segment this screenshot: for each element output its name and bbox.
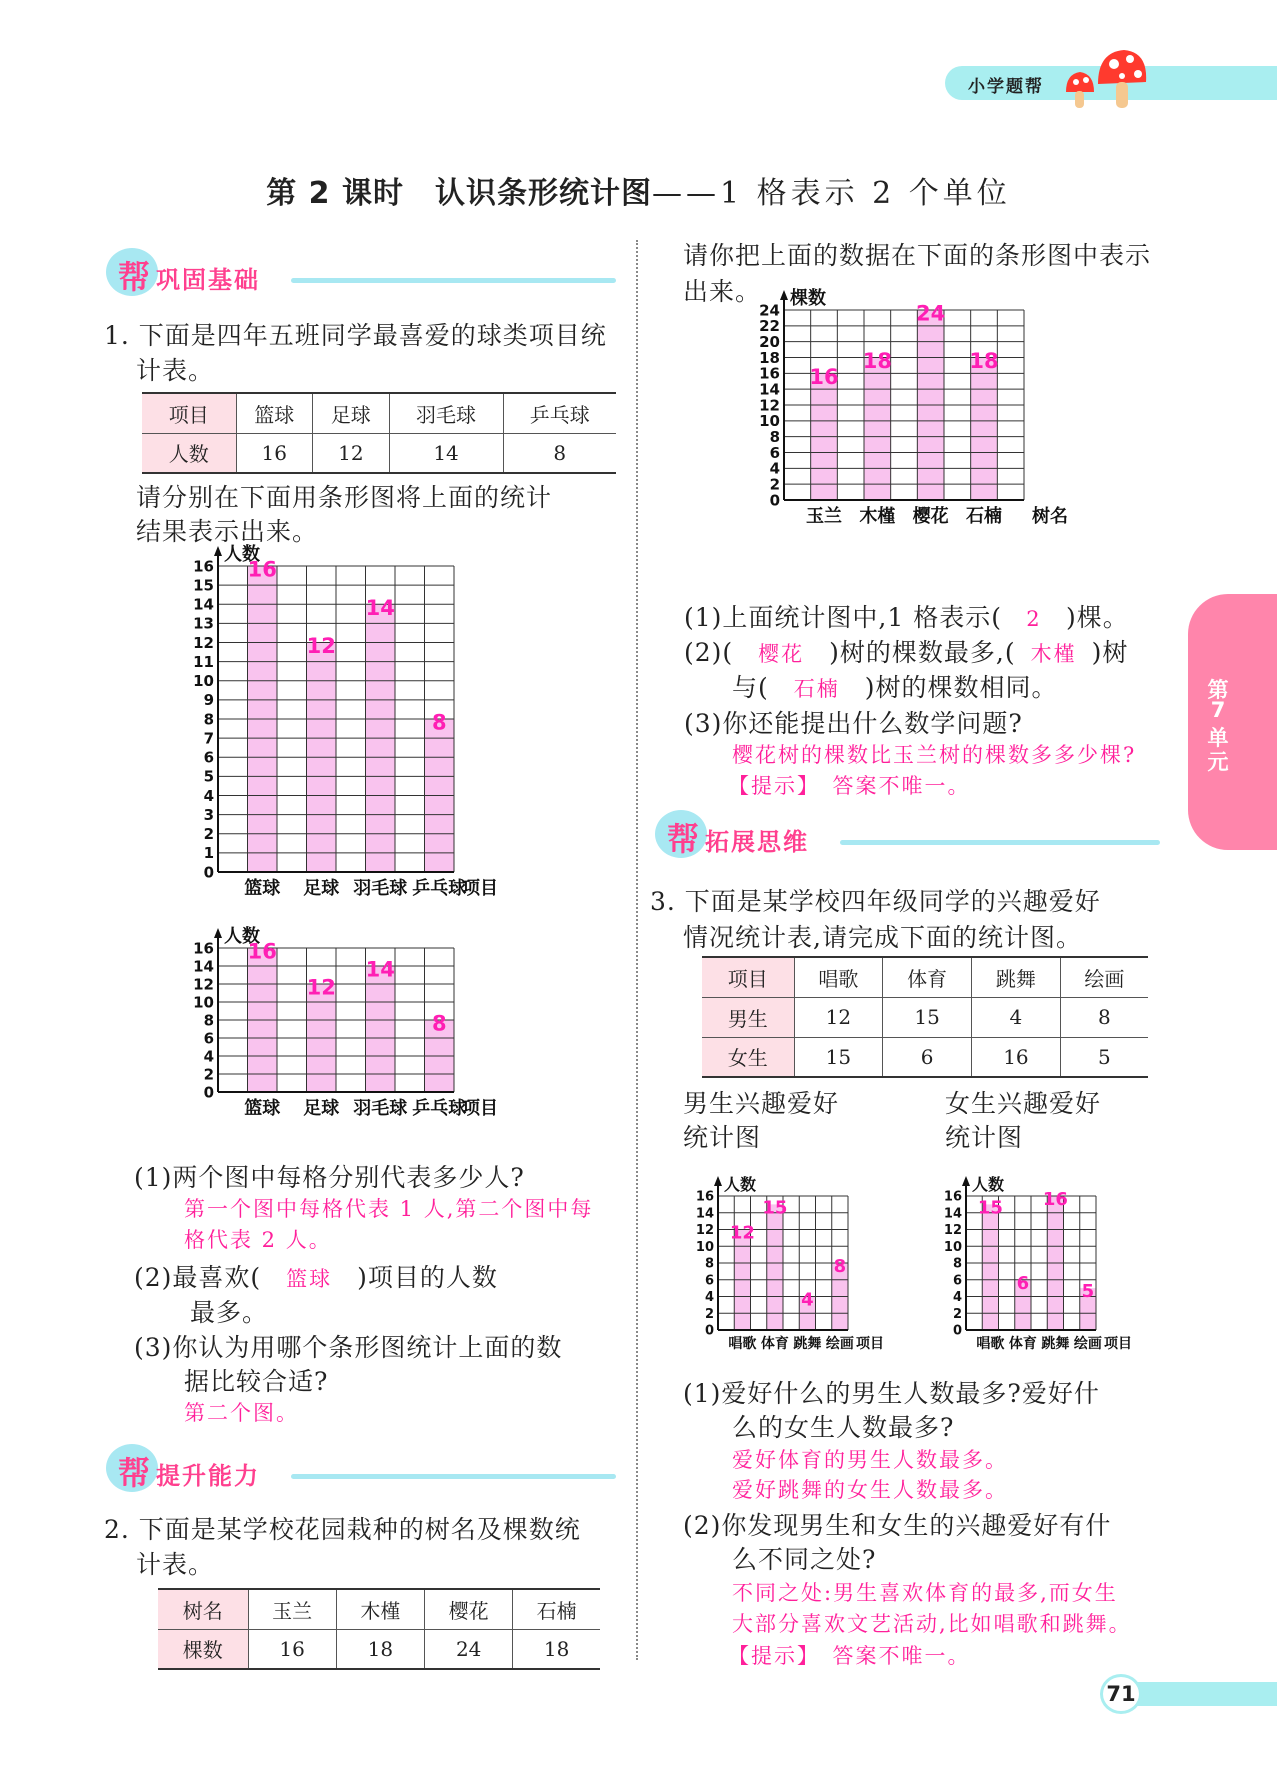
y-axis-arrow	[962, 1176, 970, 1186]
y-tick-label: 16	[695, 1189, 714, 1205]
y-axis-arrow	[214, 928, 222, 938]
q1-chart-1	[180, 546, 560, 924]
y-tick-label: 14	[193, 957, 214, 976]
table-cell: 5	[1060, 1037, 1148, 1077]
table-cell: 6	[883, 1037, 972, 1077]
q3-hint: 【提示】 答案不唯一。	[728, 1644, 971, 1668]
y-tick-label: 6	[952, 1273, 962, 1289]
table-row	[142, 433, 616, 473]
title-tail: ——1 格表示 2 个单位	[651, 176, 1011, 211]
bar	[982, 1204, 998, 1330]
table-cell: 跳舞	[972, 957, 1061, 997]
data-label: 18	[862, 349, 892, 373]
y-tick-label: 12	[193, 633, 214, 652]
y-tick-label: 11	[193, 652, 214, 671]
q2-answer2b: 木槿	[1030, 642, 1077, 666]
q1-part2-line2: 最多。	[190, 1298, 269, 1327]
data-label: 16	[809, 364, 839, 389]
y-tick-label: 14	[695, 1206, 714, 1222]
data-label: 12	[306, 975, 336, 1000]
q2-answer1: 2	[1026, 607, 1042, 631]
x-tick-label: 绘画	[1073, 1336, 1102, 1352]
y-tick-label: 2	[704, 1306, 714, 1322]
q2-part1-pre: (1)上面统计图中,1 格表示(	[684, 603, 1002, 632]
column-divider	[636, 240, 638, 1660]
q2-part1-post: )棵。	[1065, 603, 1129, 632]
data-label: 8	[833, 1256, 847, 1277]
q1-answer1-line2: 格代表 2 人。	[184, 1228, 332, 1252]
q3-part1-line2: 么的女生人数最多?	[732, 1413, 955, 1442]
y-tick-label: 16	[943, 1189, 962, 1205]
y-tick-label: 6	[704, 1273, 714, 1289]
x-tick-label: 石楠	[966, 506, 1002, 527]
y-axis-arrow	[780, 290, 788, 300]
q3-part2-line1: (2)你发现男生和女生的兴趣爱好有什	[683, 1511, 1112, 1540]
q2-part2-d: 与(	[732, 673, 769, 702]
x-tick-label: 唱歌	[728, 1336, 757, 1352]
brand-label: 小学题帮	[968, 77, 1044, 97]
q1-part3-line1: (3)你认为用哪个条形图统计上面的数	[134, 1333, 563, 1362]
y-axis-label: 人数	[224, 926, 260, 947]
table-cell: 14	[389, 433, 503, 473]
data-label: 8	[431, 710, 447, 735]
q3-girl-title-line2: 统计图	[945, 1123, 1024, 1152]
table-cell: 篮球	[236, 393, 313, 433]
x-axis-label: 项目	[856, 1336, 884, 1352]
section-mark: 帮	[118, 258, 151, 296]
y-tick-label: 8	[704, 1256, 714, 1272]
y-tick-label: 14	[193, 595, 214, 614]
y-tick-label: 13	[193, 614, 214, 633]
table-cell: 足球	[313, 393, 390, 433]
q2-part2-c: )树	[1091, 638, 1129, 667]
table-cell: 樱花	[425, 1589, 513, 1629]
q3-answer2-line1: 不同之处:男生喜欢体育的最多,而女生	[732, 1581, 1118, 1605]
y-tick-label: 12	[759, 396, 780, 415]
x-tick-label: 木槿	[859, 506, 896, 527]
y-tick-label: 8	[203, 1011, 214, 1030]
q3-girl-title-line1: 女生兴趣爱好	[945, 1089, 1102, 1118]
y-tick-label: 4	[203, 1047, 214, 1066]
x-tick-label: 足球	[303, 878, 340, 899]
q1-part2-pre: (2)最喜欢(	[134, 1263, 262, 1292]
q2-ask-line1: 请你把上面的数据在下面的条形图中表示	[683, 241, 1152, 270]
table-cell: 羽毛球	[389, 393, 503, 433]
q2-part2-a: (2)(	[684, 638, 734, 667]
x-tick-label: 乒乓球	[412, 1098, 467, 1119]
y-tick-label: 24	[759, 301, 780, 320]
table-cell: 4	[972, 997, 1061, 1037]
y-tick-label: 0	[704, 1323, 714, 1339]
table-cell: 12	[313, 433, 390, 473]
q1-answer3: 第二个图。	[184, 1401, 299, 1425]
y-tick-label: 16	[759, 364, 780, 383]
table-cell: 项目	[702, 957, 794, 997]
q3-stem-line1: 3. 下面是某学校四年级同学的兴趣爱好	[650, 887, 1101, 916]
q2-ask-line2: 出来。	[683, 277, 762, 306]
data-label: 6	[1016, 1272, 1030, 1294]
y-tick-label: 15	[193, 576, 214, 595]
table-cell: 12	[794, 997, 883, 1037]
title-main: 第 2 课时 认识条形统计图	[266, 176, 652, 211]
unit-tab-char: 第	[1207, 678, 1229, 702]
q2-answer2a: 樱花	[758, 642, 805, 666]
unit-tab-char: 元	[1207, 750, 1229, 774]
y-tick-label: 4	[952, 1290, 962, 1306]
q3-answer1-line1: 爱好体育的男生人数最多。	[732, 1448, 1008, 1472]
y-tick-label: 14	[943, 1206, 962, 1222]
x-tick-label: 唱歌	[976, 1336, 1005, 1352]
table-cell: 项目	[142, 393, 236, 433]
section-title: 巩固基础	[156, 266, 260, 294]
q1-part2	[134, 1260, 498, 1295]
table-cell: 男生	[702, 997, 794, 1037]
table-cell: 唱歌	[794, 957, 883, 997]
x-tick-label: 跳舞	[1041, 1336, 1070, 1352]
y-tick-label: 16	[193, 939, 214, 958]
q1-table	[142, 392, 616, 474]
mushroom-icon	[1058, 44, 1148, 114]
y-axis-label: 人数	[724, 1175, 757, 1194]
bar	[366, 966, 396, 1092]
y-tick-label: 4	[704, 1290, 714, 1306]
section-header-improve	[106, 1444, 616, 1492]
q1-stem-line2: 计表。	[136, 356, 215, 385]
table-cell: 16	[236, 433, 313, 473]
data-label: 16	[1042, 1189, 1068, 1210]
table-cell: 绘画	[1060, 957, 1148, 997]
q1-part1: (1)两个图中每格分别代表多少人?	[134, 1163, 525, 1192]
y-axis-arrow	[214, 546, 222, 556]
table-cell: 15	[883, 997, 972, 1037]
data-label: 24	[916, 301, 946, 326]
y-tick-label: 0	[952, 1323, 962, 1339]
y-tick-label: 12	[943, 1223, 962, 1239]
q1-part2-post: )项目的人数	[357, 1263, 498, 1292]
x-tick-label: 跳舞	[793, 1336, 822, 1352]
table-cell: 木槿	[336, 1589, 424, 1629]
y-tick-label: 4	[769, 459, 780, 478]
y-tick-label: 12	[193, 975, 214, 994]
q1-part3-line2: 据比较合适?	[184, 1367, 329, 1396]
y-tick-label: 10	[695, 1239, 714, 1255]
x-tick-label: 绘画	[825, 1336, 854, 1352]
x-tick-label: 足球	[303, 1098, 340, 1119]
q3-boy-title-line1: 男生兴趣爱好	[683, 1089, 840, 1118]
y-tick-label: 2	[203, 825, 214, 843]
y-tick-label: 5	[203, 767, 214, 786]
section-header-extend	[655, 810, 1160, 858]
y-tick-label: 6	[203, 748, 214, 767]
q2-hint: 【提示】 答案不唯一。	[728, 774, 971, 798]
table-cell: 16	[248, 1629, 336, 1669]
q3-boy-title-line2: 统计图	[683, 1123, 762, 1152]
unit-tab-char: 7	[1210, 698, 1226, 722]
x-tick-label: 羽毛球	[353, 1098, 408, 1119]
y-tick-label: 8	[203, 710, 214, 729]
y-tick-label: 2	[203, 1065, 214, 1084]
x-tick-label: 篮球	[244, 1098, 281, 1119]
table-row	[158, 1629, 600, 1669]
x-tick-label: 樱花	[912, 506, 949, 527]
q3-boy-chart	[676, 1152, 931, 1378]
y-tick-label: 0	[203, 1083, 214, 1102]
table-cell: 棵数	[158, 1629, 248, 1669]
q3-part1-line1: (1)爱好什么的男生人数最多?爱好什	[683, 1379, 1100, 1408]
data-label: 12	[729, 1222, 755, 1244]
table-cell: 16	[972, 1037, 1061, 1077]
y-tick-label: 6	[769, 443, 780, 462]
table-row	[142, 393, 616, 433]
y-tick-label: 6	[203, 1029, 214, 1048]
y-tick-label: 9	[203, 691, 214, 710]
y-tick-label: 8	[769, 427, 780, 446]
q3-stem-line2: 情况统计表,请完成下面的统计图。	[683, 923, 1082, 952]
table-cell: 石楠	[513, 1589, 600, 1629]
data-label: 8	[431, 1011, 447, 1036]
y-tick-label: 14	[759, 380, 780, 399]
y-tick-label: 12	[695, 1223, 714, 1239]
q3-girl-chart	[924, 1152, 1179, 1378]
q3-table	[702, 956, 1148, 1078]
table-cell: 树名	[158, 1589, 248, 1629]
data-label: 16	[247, 557, 277, 582]
y-axis-label: 人数	[972, 1175, 1005, 1194]
unit-side-tab	[1188, 594, 1277, 850]
q1-answer2: 篮球	[286, 1267, 333, 1291]
y-tick-label: 7	[203, 729, 214, 748]
table-cell: 8	[503, 433, 616, 473]
q1-answer1-line1: 第一个图中每格代表 1 人,第二个图中每	[184, 1197, 594, 1221]
data-label: 16	[247, 939, 277, 964]
page-number: 71	[1100, 1674, 1142, 1714]
y-tick-label: 20	[759, 332, 780, 351]
table-row	[702, 997, 1148, 1037]
y-tick-label: 2	[952, 1306, 962, 1322]
table-row	[158, 1589, 600, 1629]
table-cell: 女生	[702, 1037, 794, 1077]
bar	[971, 358, 998, 501]
x-tick-label: 体育	[760, 1336, 789, 1352]
data-label: 15	[762, 1197, 788, 1219]
section-title: 拓展思维	[705, 828, 809, 856]
x-axis-label: 项目	[1104, 1336, 1132, 1352]
y-tick-label: 22	[759, 317, 780, 336]
section-mark: 帮	[667, 820, 700, 858]
y-tick-label: 8	[952, 1256, 962, 1272]
q3-answer2-line2: 大部分喜欢文艺活动,比如唱歌和跳舞。	[732, 1612, 1132, 1636]
x-tick-label: 羽毛球	[353, 878, 408, 899]
q2-stem-line2: 计表。	[136, 1550, 215, 1579]
q2-stem-line1: 2. 下面是某学校花园栽种的树名及棵数统	[104, 1515, 581, 1544]
q2-table	[158, 1588, 600, 1670]
data-label: 18	[969, 349, 999, 373]
y-axis-label: 棵数	[790, 288, 826, 309]
y-tick-label: 0	[769, 491, 780, 510]
x-axis-label: 树名	[1032, 506, 1068, 527]
q2-part2-b: )树的棵数最多,(	[829, 638, 1016, 667]
q1-stem-line1: 1. 下面是四年五班同学最喜爱的球类项目统	[104, 321, 607, 350]
x-tick-label: 篮球	[244, 878, 281, 899]
data-label: 12	[306, 634, 336, 658]
q2-chart	[744, 288, 1114, 596]
section-rule	[291, 1474, 616, 1479]
q2-part3: (3)你还能提出什么数学问题?	[684, 709, 1023, 738]
table-cell: 18	[513, 1629, 600, 1669]
q2-answer2c: 石楠	[793, 677, 840, 701]
section-header-basics	[106, 248, 616, 296]
table-cell: 乒乓球	[503, 393, 616, 433]
table-cell: 8	[1060, 997, 1148, 1037]
section-mark: 帮	[118, 1454, 151, 1492]
section-rule	[291, 278, 616, 283]
q2-answer3: 樱花树的棵数比玉兰树的棵数多多少棵?	[732, 743, 1137, 767]
table-cell: 24	[425, 1629, 513, 1669]
table-cell: 18	[336, 1629, 424, 1669]
page-title	[0, 168, 1277, 212]
y-axis-label: 人数	[224, 544, 260, 565]
data-label: 14	[365, 957, 395, 982]
x-axis-label: 项目	[462, 1098, 498, 1119]
y-tick-label: 16	[193, 557, 214, 576]
data-label: 14	[365, 595, 395, 620]
table-row	[702, 1037, 1148, 1077]
y-axis-arrow	[714, 1176, 722, 1186]
y-tick-label: 2	[769, 475, 780, 494]
q3-answer1-line2: 爱好跳舞的女生人数最多。	[732, 1478, 1008, 1502]
table-row	[702, 957, 1148, 997]
x-tick-label: 乒乓球	[412, 878, 467, 899]
table-cell: 体育	[883, 957, 972, 997]
y-tick-label: 10	[193, 672, 214, 690]
q1-ask-line2: 结果表示出来。	[136, 517, 319, 546]
data-label: 5	[1081, 1281, 1095, 1303]
q3-part2-line2: 么不同之处?	[732, 1545, 877, 1574]
q1-ask-line1: 请分别在下面用条形图将上面的统计	[136, 483, 553, 512]
data-label: 4	[801, 1289, 814, 1311]
bar	[864, 358, 891, 501]
x-axis-label: 项目	[462, 878, 498, 899]
q2-part2-line2	[732, 670, 1058, 705]
q2-part2-e: )树的棵数相同。	[864, 673, 1058, 702]
unit-tab-char: 单	[1207, 726, 1229, 750]
section-rule	[840, 840, 1160, 845]
q2-part1	[684, 600, 1129, 635]
y-tick-label: 10	[193, 993, 214, 1012]
y-tick-label: 0	[203, 863, 214, 882]
data-label: 15	[977, 1197, 1003, 1219]
q1-chart-2	[180, 926, 580, 1156]
y-tick-label: 4	[203, 786, 214, 805]
y-tick-label: 1	[203, 844, 214, 863]
table-cell: 15	[794, 1037, 883, 1077]
y-tick-label: 10	[943, 1239, 962, 1255]
y-tick-label: 18	[759, 348, 780, 367]
table-cell: 玉兰	[248, 1589, 336, 1629]
section-title: 提升能力	[156, 1462, 260, 1490]
x-tick-label: 玉兰	[806, 506, 842, 527]
y-tick-label: 10	[759, 412, 780, 431]
y-tick-label: 3	[203, 805, 214, 824]
q2-part2	[684, 635, 1128, 670]
x-tick-label: 体育	[1008, 1336, 1037, 1352]
bar	[767, 1204, 783, 1330]
table-cell: 人数	[142, 433, 236, 473]
